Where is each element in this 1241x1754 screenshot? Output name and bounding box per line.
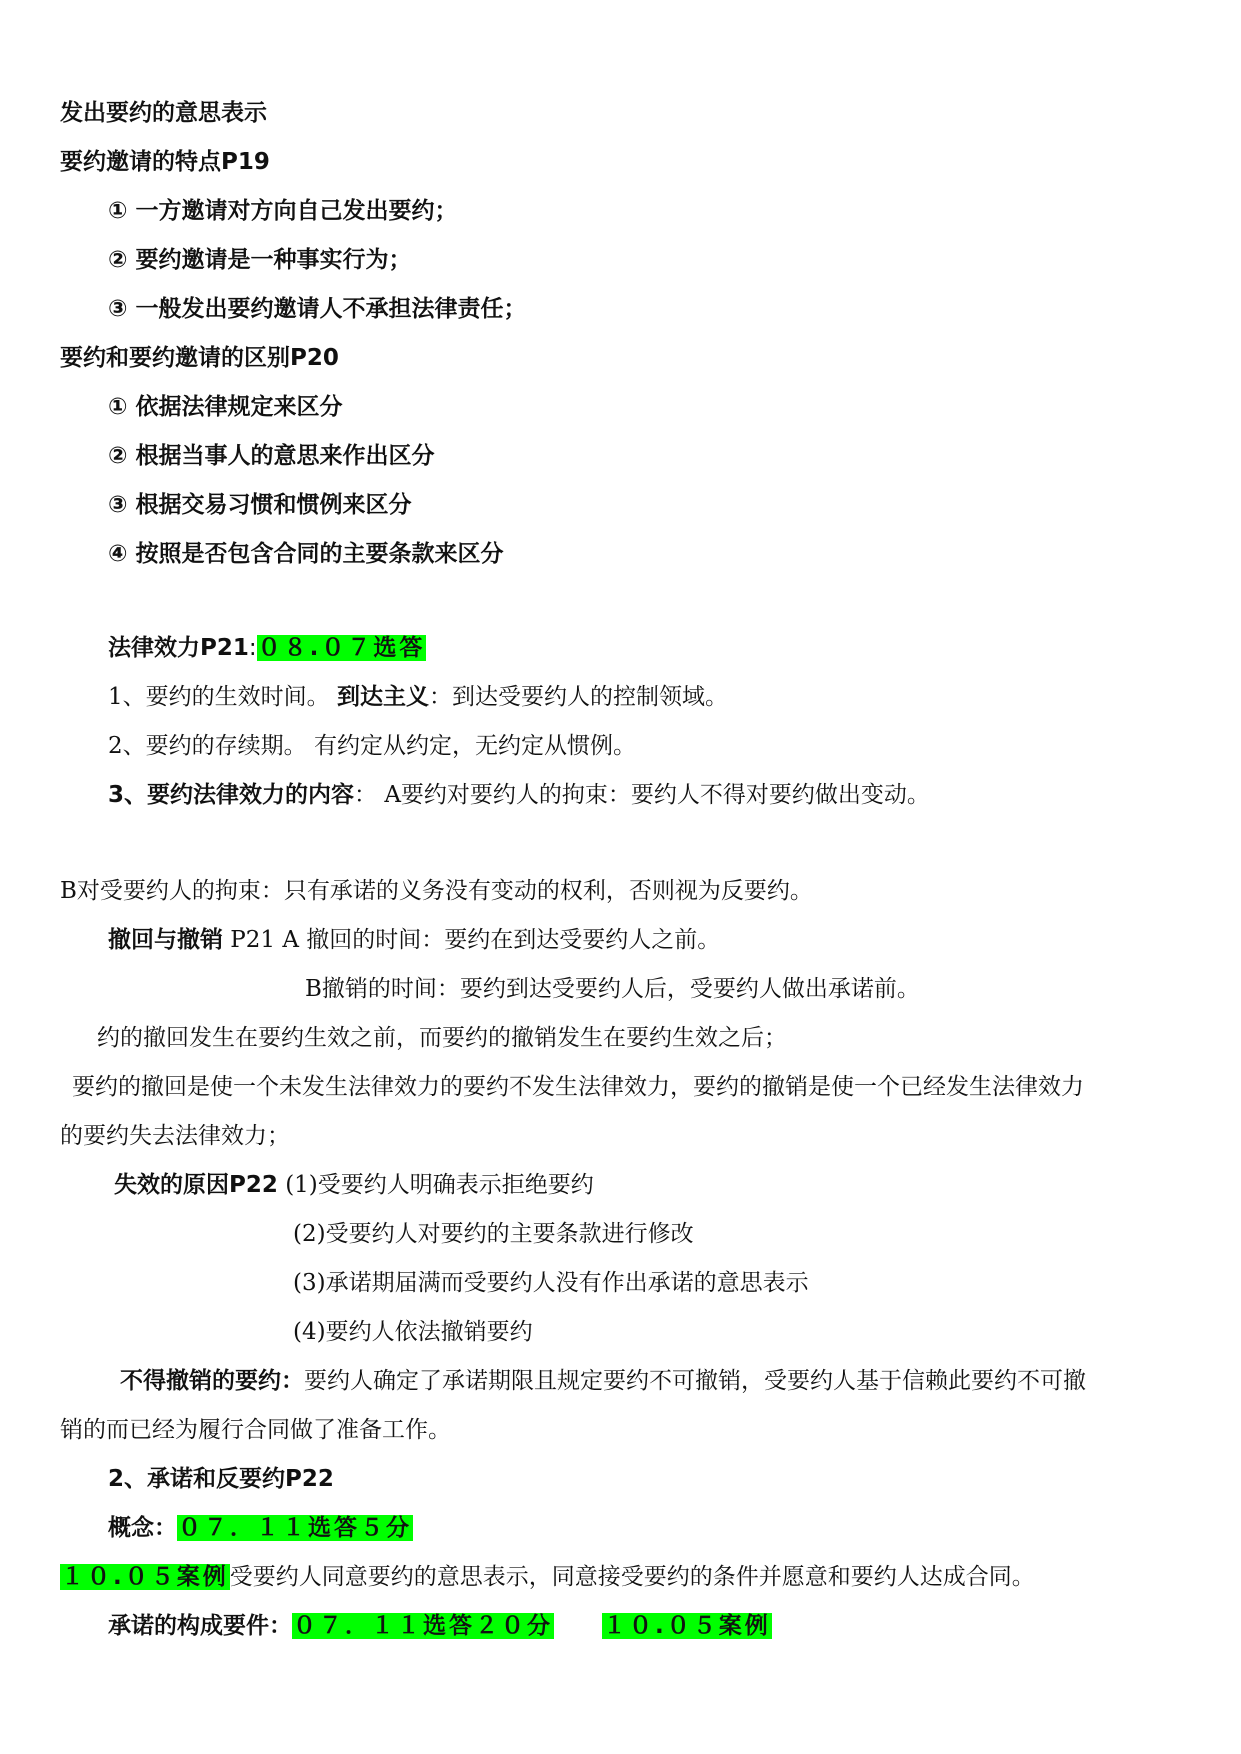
difference-item: ③ 根据交易习惯和惯例来区分: [108, 492, 412, 518]
case-badge: １０.０５案例: [603, 1613, 771, 1639]
feature-item: ③ 一般发出要约邀请人不承担法律责任；: [108, 296, 527, 322]
irrevocable-text: 要约人确定了承诺期限且规定要约不可撤销，受要约人基于信赖此要约不可撤: [304, 1368, 1086, 1394]
legal-effect-line: [108, 632, 426, 664]
heading-difference: 要约和要约邀请的区别P20: [60, 345, 339, 371]
irrevocable-text-cont: 销的而已经为履行合同做了准备工作。: [60, 1417, 451, 1443]
difference-item: ① 依据法律规定来区分: [108, 394, 343, 420]
heading-acceptance: 2、承诺和反要约P22: [108, 1466, 334, 1492]
legal-effect-item-1: [108, 681, 728, 713]
irrevocable-line: [120, 1365, 1086, 1397]
legal-effect-item-2: 2、要约的存续期。 有约定从约定，无约定从惯例。: [108, 733, 636, 759]
concept-text-line: [60, 1561, 1035, 1593]
difference-item: ④ 按照是否包含合同的主要条款来区分: [108, 541, 504, 567]
item-bold: 到达主义: [336, 684, 429, 710]
invalid-reason: (4)要约人依法撤销要约: [293, 1319, 533, 1345]
item-text: 1、要约的生效时间。: [108, 684, 330, 710]
withdraw-text: P21 A 撤回的时间：要约在到达受要约人之前。: [223, 927, 721, 953]
feature-item: ② 要约邀请是一种事实行为；: [108, 247, 412, 273]
concept-label: 概念：: [108, 1515, 177, 1541]
legal-effect-item-3: [108, 779, 930, 811]
invalid-line: [114, 1169, 594, 1201]
legal-effect-label: 法律效力P21: [108, 635, 249, 661]
legal-effect-colon: :: [248, 635, 257, 661]
withdraw-note: 要约的撤回是使一个未发生法律效力的要约不发生法律效力，要约的撤销是使一个已经发生法律效力: [72, 1074, 1084, 1100]
exam-badge: ０８.０７选答: [257, 635, 426, 661]
irrevocable-label: 不得撤销的要约：: [120, 1368, 304, 1394]
withdraw-note: 约的撤回发生在要约生效之前，而要约的撤销发生在要约生效之后；: [97, 1025, 787, 1051]
case-badge: １０.０５案例: [61, 1564, 229, 1590]
item-rest: ：到达受要约人的控制领域。: [428, 684, 728, 710]
withdraw-note: 的要约失去法律效力；: [60, 1123, 290, 1149]
heading-offer-expression: 发出要约的意思表示: [60, 100, 267, 126]
item-bold: 3、要约法律效力的内容: [108, 782, 355, 808]
concept-line: [108, 1512, 413, 1544]
revoke-line: B撤销的时间：要约到达受要约人后，受要约人做出承诺前。: [305, 976, 920, 1002]
elements-label: 承诺的构成要件：: [108, 1613, 292, 1639]
item-rest: ： A要约对要约人的拘束：要约人不得对要约做出变动。: [354, 782, 930, 808]
heading-invitation-features: 要约邀请的特点P19: [60, 149, 270, 175]
legal-effect-item-3b: B对受要约人的拘束：只有承诺的义务没有变动的权利，否则视为反要约。: [60, 878, 813, 904]
invalid-reason: (1)受要约人明确表示拒绝要约: [285, 1172, 594, 1198]
exam-badge: ０７．１１选答２０分: [293, 1613, 553, 1639]
invalid-label: 失效的原因P22: [114, 1172, 278, 1198]
invalid-reason: (3)承诺期届满而受要约人没有作出承诺的意思表示: [293, 1270, 809, 1296]
withdraw-line: [108, 924, 720, 956]
exam-badge: ０７．１１选答５分: [178, 1515, 412, 1541]
feature-item: ① 一方邀请对方向自己发出要约；: [108, 198, 458, 224]
elements-line: [108, 1610, 772, 1642]
difference-item: ② 根据当事人的意思来作出区分: [108, 443, 435, 469]
invalid-reason: (2)受要约人对要约的主要条款进行修改: [293, 1221, 694, 1247]
concept-text: 受要约人同意要约的意思表示，同意接受要约的条件并愿意和要约人达成合同。: [229, 1564, 1035, 1590]
withdraw-label: 撤回与撤销: [108, 927, 223, 953]
